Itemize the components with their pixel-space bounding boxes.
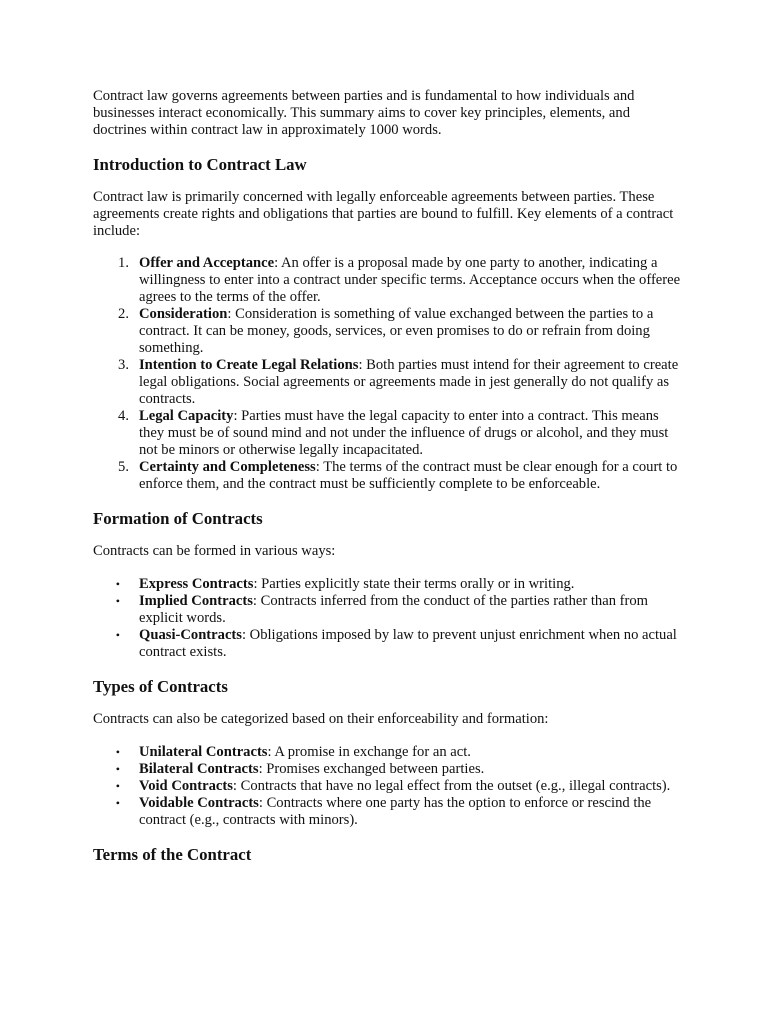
list-item [93,778,683,795]
list-item-term: Voidable Contracts [139,795,259,811]
list-item [93,306,683,357]
section-heading-types: Types of Contracts [93,677,228,696]
list-item-term: Unilateral Contracts [139,744,268,760]
introduction-paragraph: Contract law is primarily concerned with legally enforceable agreements between parties. These agreements create rights and obligations that parties are bound to fulfill. Key elements of a contract include: [93,189,674,239]
contract-elements-list [93,255,683,493]
list-item-text: : Contracts inferred from the conduct of the parties rather than from explicit words. [139,593,649,626]
bullet-icon: • [115,745,120,759]
list-item [93,576,683,593]
list-item-text: : Contracts that have no legal effect from the outset (e.g., illegal contracts). [232,778,671,794]
list-item [93,795,683,829]
list-item-text: : Consideration is something of value exchanged between the parties to a contract. It can be money, goods, services, or even promises to do or refrain from doing something. [139,306,654,356]
list-item-term: Bilateral Contracts [139,761,259,777]
bullet-icon: • [115,779,120,793]
list-item [93,593,683,627]
bullet-icon: • [115,762,120,776]
list-item [93,408,683,459]
bullet-icon: • [115,796,120,810]
list-number: 1. [118,255,129,271]
list-item-text: : Promises exchanged between parties. [258,761,485,777]
list-item [93,627,683,661]
types-paragraph: Contracts can also be categorized based on their enforceability and formation: [93,711,549,727]
list-item [93,459,683,493]
types-list [93,744,683,829]
intro-paragraph: Contract law governs agreements between parties and is fundamental to how individuals and businesses interact economically. This summary aims to cover key principles, elements, and doctrines within contract law in approximately 1000 words. [93,88,635,138]
list-item-term: Intention to Create Legal Relations [139,357,359,373]
section-heading-terms: Terms of the Contract [93,845,252,864]
bullet-icon: • [115,628,120,642]
bullet-icon: • [115,594,120,608]
list-item-term: Certainty and Completeness [139,459,316,475]
bullet-icon: • [115,577,120,591]
list-item-text: : Parties explicitly state their terms orally or in writing. [253,576,575,592]
list-item-text: : An offer is a proposal made by one party to another, indicating a willingness to enter into a contract under specific terms. Acceptance occurs when the offeree agrees to the terms of the offer. [139,255,681,305]
list-item-term: Express Contracts [139,576,254,592]
list-number: 2. [118,306,129,322]
list-number: 4. [118,408,129,424]
list-item-term: Implied Contracts [139,593,253,609]
formation-list [93,576,683,661]
list-item-text: : Contracts where one party has the option to enforce or rescind the contract (e.g., contracts with minors). [139,795,652,828]
list-item-term: Consideration [139,306,228,322]
list-item [93,744,683,761]
formation-paragraph: Contracts can be formed in various ways: [93,543,336,559]
section-heading-formation: Formation of Contracts [93,509,263,528]
list-item-text: : Obligations imposed by law to prevent unjust enrichment when no actual contract exists. [139,627,677,660]
list-number: 5. [118,459,129,475]
list-item-term: Legal Capacity [139,408,234,424]
section-heading-introduction: Introduction to Contract Law [93,155,307,174]
list-item-text: : Parties must have the legal capacity to enter into a contract. This means they must be of sound mind and not under the influence of drugs or alcohol, and they must not be minors or otherwise legally incapacitated. [139,408,669,458]
list-item-term: Offer and Acceptance [139,255,275,271]
list-item-term: Quasi-Contracts [139,627,242,643]
list-item [93,255,683,306]
document-page [93,88,683,865]
list-item [93,357,683,408]
list-item-text: : Both parties must intend for their agreement to create legal obligations. Social agreements or agreements made in jest generally do not qualify as contracts. [139,357,679,407]
list-item-text: : The terms of the contract must be clear enough for a court to enforce them, and the contract must be sufficiently complete to be enforceable. [139,459,678,492]
list-item [93,761,683,778]
list-number: 3. [118,357,129,373]
list-item-text: : A promise in exchange for an act. [267,744,471,760]
list-item-term: Void Contracts [139,778,233,794]
